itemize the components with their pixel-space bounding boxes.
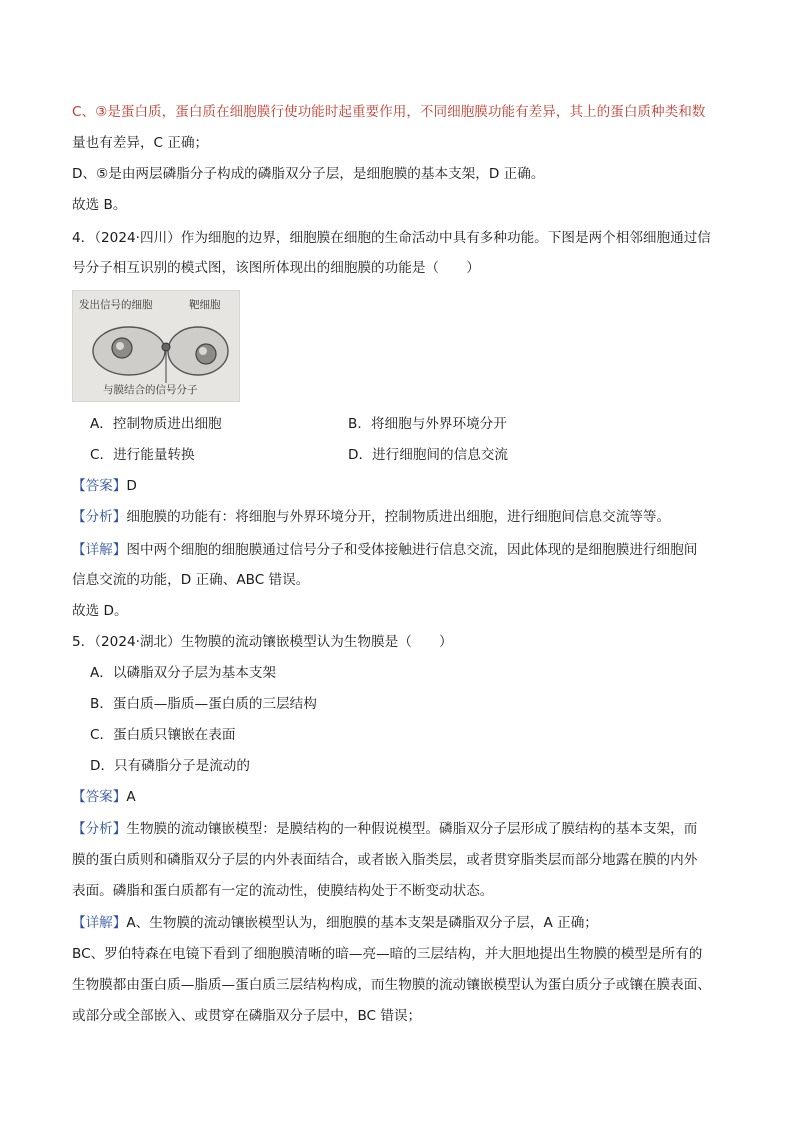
figure-label-target-cell: 靶细胞 [189, 299, 221, 311]
figure-label-signal-molecule: 与膜结合的信号分子 [103, 384, 198, 396]
q5-analysis-line1 [72, 819, 697, 839]
figure-label-sending-cell: 发出信号的细胞 [79, 299, 153, 311]
q5-analysis-line2: 膜的蛋白质则和磷脂双分子层的内外表面结合，或者嵌入脂类层，或者贯穿脂类层而部分地露在膜的内外 [72, 852, 698, 868]
q4-cell-signal-figure [72, 290, 240, 402]
q5-detail-line1 [72, 913, 598, 933]
signal-molecule [162, 343, 170, 351]
analysis-text: 生物膜的流动镶嵌模型：是膜结构的一种假说模型。磷脂双分子层形成了膜结构的基本支架，而 [126, 821, 698, 837]
choose-line-q3: 故选 B。 [72, 197, 127, 213]
q4-answer [72, 476, 137, 496]
explanation-line-c: C、③是蛋白质，蛋白质在细胞膜行使功能时起重要作用，不同细胞膜功能有差异，其上的蛋白质种类和数 [72, 104, 706, 120]
q4-analysis [72, 507, 670, 527]
answer-tag: 【答案】 [72, 478, 127, 494]
target-cell-nucleus [196, 344, 216, 364]
q4-option-b: B．将细胞与外界环境分开 [348, 416, 507, 432]
analysis-tag: 【分析】 [72, 821, 127, 837]
q5-answer [72, 787, 136, 807]
q5-option-c: C．蛋白质只镶嵌在表面 [90, 727, 236, 743]
q5-analysis-line3: 表面。磷脂和蛋白质都有一定的流动性，使膜结构处于不断变动状态。 [72, 883, 494, 899]
answer-tag: 【答案】 [72, 789, 127, 805]
q4-stem-line1: 4．（2024·四川）作为细胞的边界，细胞膜在细胞的生命活动中具有多种功能。下图是两个相邻细胞通过信 [72, 230, 711, 246]
detail-text: 图中两个细胞的细胞膜通过信号分子和受体接触进行信息交流，因此体现的是细胞膜进行细胞间 [126, 542, 698, 558]
detail-text: A、生物膜的流动镶嵌模型认为，细胞膜的基本支架是磷脂双分子层，A 正确； [126, 915, 598, 931]
q5-detail-line3: 生物膜都由蛋白质—脂质—蛋白质三层结构构成，而生物膜的流动镶嵌模型认为蛋白质分子或镶在膜表面、 [72, 977, 711, 993]
q4-choose: 故选 D。 [72, 603, 128, 619]
q4-stem-line2: 号分子相互识别的模式图，该图所体现出的细胞膜的功能是（ ） [72, 260, 480, 276]
q5-detail-line2: BC、罗伯特森在电镜下看到了细胞膜清晰的暗—亮—暗的三层结构，并大胆地提出生物膜的模型是所有的 [72, 946, 703, 962]
q4-detail-line1 [72, 540, 697, 560]
target-cell-nucleus-highlight [199, 347, 207, 355]
analysis-text: 细胞膜的功能有：将细胞与外界环境分开，控制物质进出细胞，进行细胞间信息交流等等。 [126, 509, 671, 525]
q4-option-d: D．进行细胞间的信息交流 [348, 447, 508, 463]
explanation-line-d: D、⑤是由两层磷脂分子构成的磷脂双分子层，是细胞膜的基本支架，D 正确。 [72, 166, 545, 182]
detail-tag: 【详解】 [72, 915, 127, 931]
answer-value: A [126, 789, 136, 805]
analysis-tag: 【分析】 [72, 509, 127, 525]
q4-option-c: C．进行能量转换 [90, 447, 195, 463]
q5-option-a: A．以磷脂双分子层为基本支架 [90, 665, 277, 681]
q4-option-a: A．控制物质进出细胞 [90, 416, 222, 432]
sending-cell-nucleus-highlight [116, 342, 124, 350]
detail-tag: 【详解】 [72, 542, 127, 558]
q4-detail-line2: 信息交流的功能，D 正确、ABC 错误。 [72, 572, 310, 588]
q5-detail-line4: 或部分或全部嵌入、或贯穿在磷脂双分子层中，BC 错误； [72, 1008, 422, 1024]
q5-stem: 5．（2024·湖北）生物膜的流动镶嵌模型认为生物膜是（ ） [72, 634, 453, 650]
cell-diagram-svg [73, 291, 239, 401]
answer-value: D [126, 478, 137, 494]
q5-option-d: D．只有磷脂分子是流动的 [90, 758, 250, 774]
q5-option-b: B．蛋白质—脂质—蛋白质的三层结构 [90, 696, 317, 712]
explanation-line-c-cont: 量也有差异，C 正确； [72, 135, 209, 151]
